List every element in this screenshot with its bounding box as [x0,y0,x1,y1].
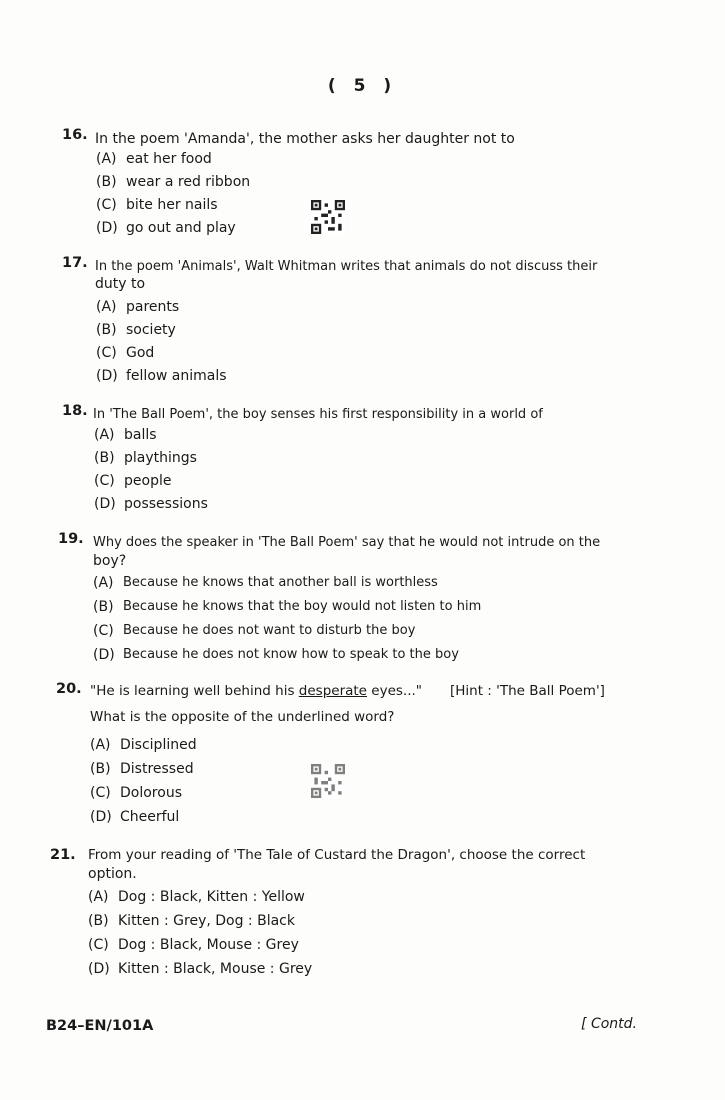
question-text: In 'The Ball Poem', the boy senses his first responsibility in a world of [93,407,543,422]
qr-code-icon [311,764,345,798]
question-quote: "He is learning well behind his desperate eyes..." [90,683,423,699]
question-20: 20. "He is learning well behind his desperate eyes..." [Hint : 'The Ball Poem'] What is the opposite of the underlined word? (A) Disciplined (B) Distressed (C) Dolorous (D) Cheerful [56,681,605,825]
question-number: 17. [62,255,88,271]
question-18: 18. In 'The Ball Poem', the boy senses his first responsibility in a world of (A) balls (B) playthings (C) people (D) possessions [62,403,543,512]
hint-text: [Hint : 'The Ball Poem'] [450,683,605,699]
question-19: 19. Why does the speaker in 'The Ball Poem' say that he would not intrude on the boy? (A) Because he knows that another ball is worthless (B) Because he knows that the boy would not listen to him (C) Because he does not want to disturb the boy (D) Because he does not know how to speak to the boy [58,531,601,663]
continued-label: [ Contd. [581,1016,637,1032]
question-text-line2: What is the opposite of the underlined word? [90,709,395,725]
question-number: 21. [50,847,76,863]
question-16: 16. In the poem 'Amanda', the mother asks her daughter not to (A) eat her food (B) wear a red ribbon (C) bite her nails (D) go out and play [62,127,515,236]
paper-code: B24–EN/101A [46,1018,154,1034]
question-number: 20. [56,681,82,697]
question-number: 19. [58,531,84,547]
question-text-line1: Why does the speaker in 'The Ball Poem' say that he would not intrude on the [93,535,601,550]
question-text: In the poem 'Amanda', the mother asks her daughter not to [95,131,515,147]
question-text-line2: option. [88,866,137,882]
question-text-line2: boy? [93,553,127,569]
question-text-line1: From your reading of 'The Tale of Custard the Dragon', choose the correct [88,847,586,863]
question-number: 18. [62,403,88,419]
underlined-word: desperate [298,683,367,699]
question-number: 16. [62,127,88,143]
question-text-line1: In the poem 'Animals', Walt Whitman writes that animals do not discuss their [95,259,598,274]
qr-code-icon [311,200,345,234]
question-21: 21. From your reading of 'The Tale of Custard the Dragon', choose the correct option. (A) Dog : Black, Kitten : Yellow (B) Kitten : Grey, Dog : Black (C) Dog : Black, Mouse : Grey (D) Kitten : Black, Mouse : Grey [50,847,586,977]
page-number: ( 5 ) [327,76,398,96]
question-text-line2: duty to [95,276,146,292]
question-17: 17. In the poem 'Animals', Walt Whitman writes that animals do not discuss their duty to (A) parents (B) society (C) God (D) fellow animals [62,255,598,384]
